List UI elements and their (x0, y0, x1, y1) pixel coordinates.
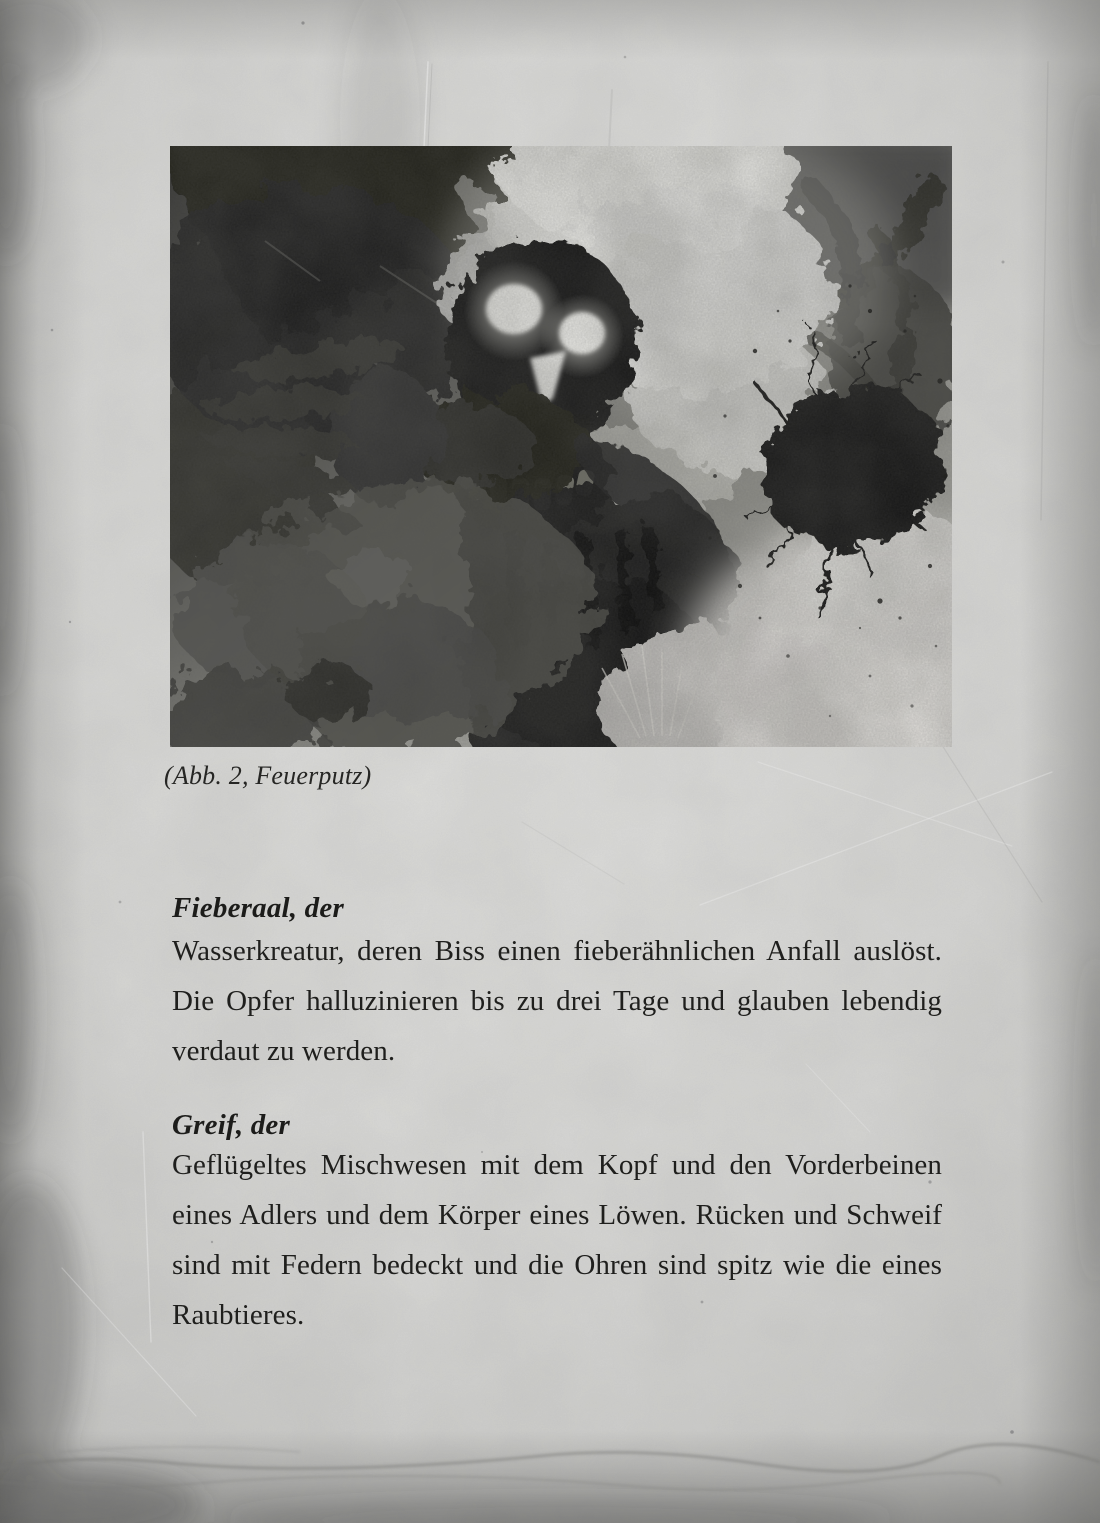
figure-caption: (Abb. 2, Feuerputz) (164, 761, 372, 790)
entry-term-greif: Greif, der (172, 1109, 290, 1141)
entry-definition-fieberaal: Wasserkreatur, deren Biss einen fieberähnlichen Anfall auslöst. Die Opfer halluzinieren bis zu drei Tage und glauben lebendig verdaut zu werden. (172, 935, 942, 1067)
entry-term-fieberaal: Fieberaal, der (172, 892, 344, 924)
figure (164, 146, 952, 790)
feuerputz-illustration (170, 146, 952, 747)
entry-definition-greif: Geflügeltes Mischwesen mit dem Kopf und den Vorderbeinen eines Adlers und dem Körper eines Löwen. Rücken und Schweif sind mit Federn bedeckt und die Ohren sind spitz wie die eines Raubtieres. (172, 1149, 942, 1331)
